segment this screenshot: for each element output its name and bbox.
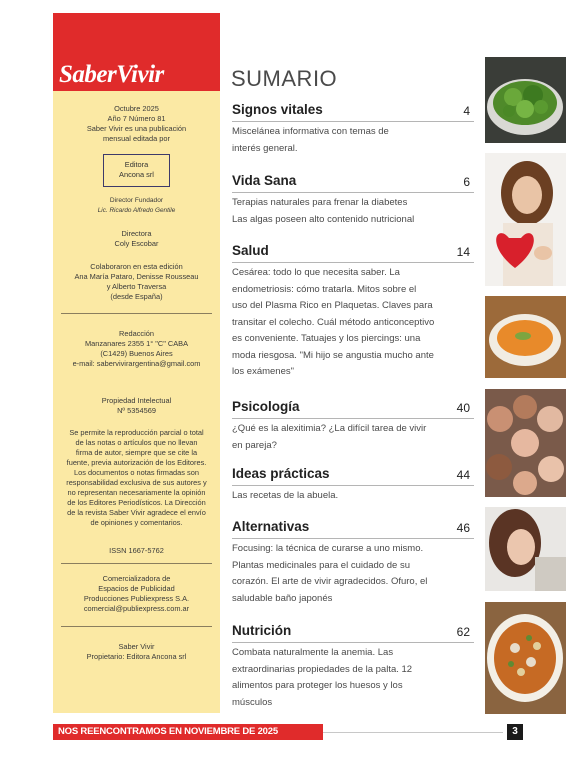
section-page-number: 6 xyxy=(463,175,470,189)
director-credit: Directora Coly Escobar xyxy=(114,229,159,248)
publisher-box: Editora Ancona srl xyxy=(103,154,170,187)
section-title: Vida Sana xyxy=(232,173,297,188)
bean-stew-photo xyxy=(485,602,566,714)
section-title: Psicología xyxy=(232,399,300,414)
toc-section-vida-sana[interactable] xyxy=(232,172,474,228)
founder-credit: Director Fundador Lic. Ricardo Alfredo Gentile xyxy=(97,197,176,214)
editorial-address: Redacción Manzanares 2355 1° "C" CABA (C1429) Buenos Aires e-mail: sabervivirargentina@gmail.com xyxy=(72,329,201,368)
section-page-number: 4 xyxy=(463,104,470,118)
woman-heart-photo xyxy=(485,153,566,286)
magazine-logo: SaberVivir xyxy=(59,61,164,88)
thoughtful-woman-photo xyxy=(485,507,566,591)
section-description: Focusing: la técnica de curarse a uno mismo. Plantas medicinales para el cuidado de su corazón. El arte de vivir agradecidos. Ofuro, el saludable baño japonés xyxy=(232,543,428,604)
section-page-number: 62 xyxy=(456,625,470,639)
owner-info: Saber Vivir Propietario: Editora Ancona srl xyxy=(86,642,187,661)
logo-banner xyxy=(53,13,220,91)
section-title: Nutrición xyxy=(232,623,292,638)
section-page-number: 14 xyxy=(456,245,470,259)
collaborators-credit: Colaboraron en esta edición Ana María Pataro, Denisse Rousseau y Alberto Traversa (desde España) xyxy=(74,262,199,301)
section-description: Combata naturalmente la anemia. Las extraordinarias propiedades de la palta. 12 alimentos para proteger los huesos y los músculos xyxy=(232,647,413,708)
section-page-number: 44 xyxy=(456,468,470,482)
toc-section-signos-vitales[interactable] xyxy=(232,101,474,157)
issue-info: Octubre 2025 Año 7 Número 81 Saber Vivir es una publicación mensual editada por xyxy=(86,104,187,143)
section-title: Alternativas xyxy=(232,519,310,534)
soup-photo xyxy=(485,296,566,378)
toc-section-salud[interactable] xyxy=(232,242,474,381)
section-title: Salud xyxy=(232,243,269,258)
section-description: ¿Qué es la alexitimia? ¿La difícil tarea de vivir en pareja? xyxy=(232,423,427,451)
toc-section-alternativas[interactable] xyxy=(232,518,474,607)
section-description: Terapias naturales para frenar la diabetes Las algas poseen alto contenido nutricional xyxy=(232,197,415,225)
divider xyxy=(61,626,212,627)
intellectual-property: Propiedad Intelectual Nº 5354569 xyxy=(101,396,172,415)
group-of-people-photo xyxy=(485,389,566,497)
legal-notice: Se permite la reproducción parcial o total de las notas o artículos que no llevan firma de autor, siempre que se cite la fuente, previa autorización de los Editores. Los documentos o notas firmadas son responsabilidad exclusiva de sus autores y no representan necesariamente la opinión de los Editores Periodísticos. La Dirección de la revista Saber Vivir agradece el envío de opiniones y comentarios. xyxy=(66,428,207,527)
page-number: 3 xyxy=(507,724,523,740)
section-description: Cesárea: todo lo que necesita saber. La endometriosis: cómo tratarla. Mitos sobre el uso del Plasma Rico en Plaquetas. Claves para transitar el colecho. Cuál método anticonceptivo es conveniente. Tatuajes y los piercings: una moda riesgosa. "Mi hijo se angustia mucho ante los exámenes" xyxy=(232,267,435,377)
toc-section-ideas-practicas[interactable] xyxy=(232,465,474,505)
toc-section-nutricion[interactable] xyxy=(232,622,474,711)
footer-rule xyxy=(323,732,503,733)
toc-section-psicologia[interactable] xyxy=(232,398,474,454)
issn: ISSN 1667-5762 xyxy=(109,546,164,555)
page-title: SUMARIO xyxy=(231,66,338,91)
salad-bowl-photo xyxy=(485,57,566,143)
section-description: Miscelánea informativa con temas de interés general. xyxy=(232,126,389,154)
next-issue-notice: NOS REENCONTRAMOS EN NOVIEMBRE DE 2025 xyxy=(58,726,278,737)
section-page-number: 46 xyxy=(456,521,470,535)
masthead-column xyxy=(53,13,220,713)
section-title: Signos vitales xyxy=(232,102,323,117)
divider xyxy=(61,563,212,564)
section-page-number: 40 xyxy=(456,401,470,415)
section-description: Las recetas de la abuela. xyxy=(232,490,339,501)
divider xyxy=(61,313,212,314)
section-title: Ideas prácticas xyxy=(232,466,330,481)
advertising-info: Comercializadora de Espacios de Publicidad Producciones Publiexpress S.A. comercial@publiexpress.com.ar xyxy=(83,574,190,613)
